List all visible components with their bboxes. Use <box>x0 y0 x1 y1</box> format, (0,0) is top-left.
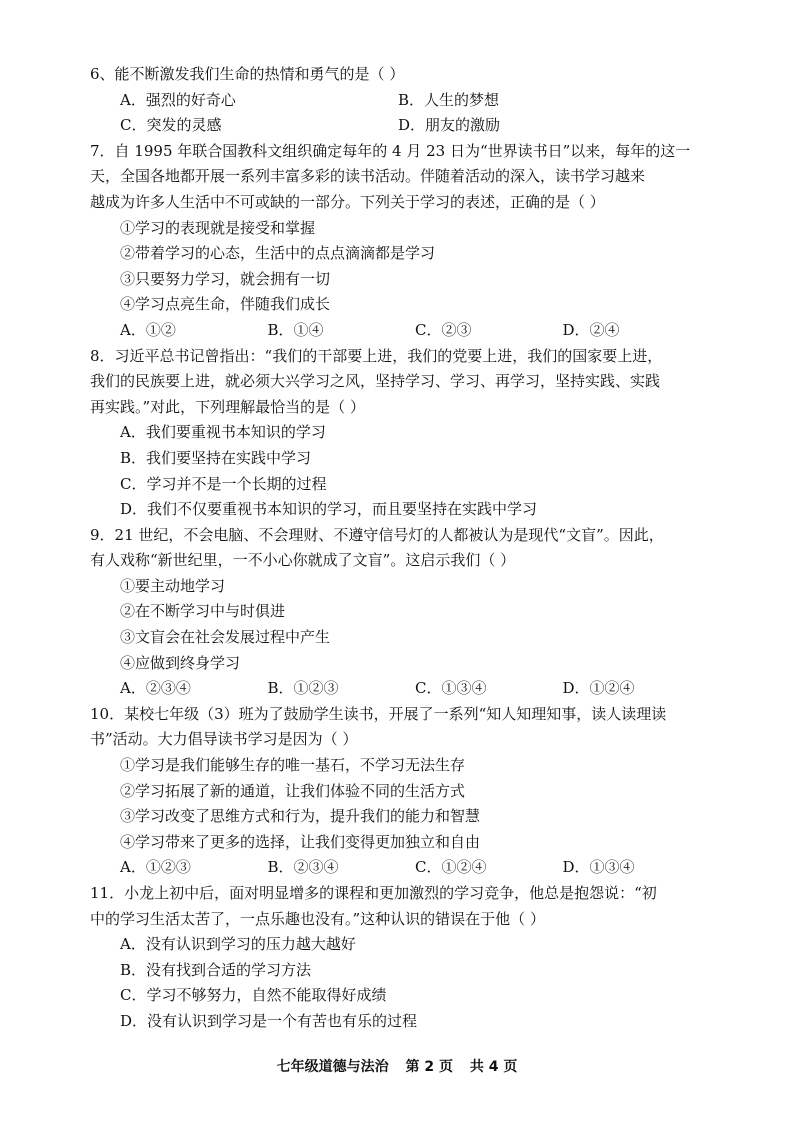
question-9 <box>90 523 710 702</box>
option-c: C．②③ <box>415 320 472 339</box>
question-7 <box>90 139 710 344</box>
option-a: A．①②③ <box>120 858 191 877</box>
statement-3: ③只要努力学习，就会拥有一切 <box>120 269 331 288</box>
question-stem-line: 11．小龙上初中后，面对明显增多的课程和更加激烈的学习竞争，他总是抱怨说：“初 <box>90 884 657 902</box>
question-stem-line: 7．自 1995 年联合国教科文组织确定每年的 4 月 23 日为“世界读书日”以来，每年的这一 <box>90 141 691 160</box>
question-6 <box>90 62 710 139</box>
option-d: D．①②④ <box>562 679 635 698</box>
option-c: C．学习并不是一个长期的过程 <box>120 474 327 493</box>
option-row <box>90 88 710 114</box>
option-d: D．没有认识到学习是一个有苦也有乐的过程 <box>120 1011 418 1030</box>
question-stem-line: 我们的民族要上进，就必须大兴学习之风，坚持学习、学习、再学习，坚持实践、实践 <box>90 372 661 391</box>
statement-1: ①要主动地学习 <box>120 576 226 595</box>
statement-2: ②带着学习的心态，生活中的点点滴滴都是学习 <box>120 244 436 263</box>
option-b: B．我们要坚持在实践中学习 <box>120 448 312 467</box>
option-b: B．①②③ <box>267 679 339 698</box>
statement-4: ④学习点亮生命，伴随我们成长 <box>120 295 331 314</box>
question-stem-line: 书”活动。大力倡导读书学习是因为（ ） <box>90 730 358 749</box>
question-8 <box>90 344 710 523</box>
option-b: B．人生的梦想 <box>398 90 500 109</box>
footer-total-pages: 共 4 页 <box>469 1059 518 1075</box>
question-stem: 6、能不断激发我们生命的热情和勇气的是（ ） <box>90 65 405 83</box>
option-c: C．学习不够努力，自然不能取得好成绩 <box>120 986 387 1005</box>
question-stem-line: 有人戏称“新世纪里，一不小心你就成了文盲”。这启示我们（ ） <box>90 551 516 570</box>
statement-3: ③学习改变了思维方式和行为，提升我们的能力和智慧 <box>120 807 481 826</box>
question-stem-line: 9．21 世纪，不会电脑、不会理财、不遵守信号灯的人都被认为是现代“文盲”。因此， <box>90 525 664 544</box>
statement-2: ②学习拓展了新的通道，让我们体验不同的生活方式 <box>120 781 466 800</box>
option-d: D．朋友的激励 <box>398 116 501 135</box>
question-stem-line: 越成为许多人生活中不可或缺的一部分。下列关于学习的表述，正确的是（ ） <box>90 192 605 211</box>
question-stem-line: 天，全国各地都开展一系列丰富多彩的读书活动。伴随着活动的深入，读书学习越来 <box>90 167 646 186</box>
statement-4: ④应做到终身学习 <box>120 653 241 672</box>
option-a: A．强烈的好奇心 <box>120 90 236 109</box>
footer-page-number: 第 2 页 <box>405 1059 453 1075</box>
question-11 <box>90 881 710 1035</box>
option-c: C．突发的灵感 <box>120 116 222 135</box>
statement-4: ④学习带来了更多的选择，让我们变得更加独立和自由 <box>120 832 481 851</box>
question-stem-line: 10．某校七年级（3）班为了鼓励学生读书，开展了一系列“知人知理知事，读人读理读 <box>90 704 667 723</box>
page-footer <box>0 1056 794 1076</box>
statement-1: ①学习的表现就是接受和掌握 <box>120 218 316 237</box>
option-c: C．①②④ <box>415 858 487 877</box>
option-row <box>90 855 710 881</box>
option-b: B．没有找到合适的学习方法 <box>120 960 312 979</box>
option-b: B．①④ <box>267 320 324 339</box>
question-list <box>90 62 710 1035</box>
footer-subject: 七年级道德与法治 <box>276 1059 389 1075</box>
option-row <box>90 676 710 702</box>
question-10 <box>90 702 710 881</box>
option-d: D．我们不仅要重视书本知识的学习，而且要坚持在实践中学习 <box>120 500 538 519</box>
statement-3: ③文盲会在社会发展过程中产生 <box>120 628 331 647</box>
statement-1: ①学习是我们能够生存的唯一基石，不学习无法生存 <box>120 756 466 775</box>
question-stem-line: 再实践。”对此，下列理解最恰当的是（ ） <box>90 397 365 416</box>
question-stem-line: 8．习近平总书记曾指出：“我们的干部要上进，我们的党要上进，我们的国家要上进， <box>90 346 663 365</box>
option-a: A．我们要重视书本知识的学习 <box>120 423 326 442</box>
option-d: D．①③④ <box>562 858 635 877</box>
option-b: B．②③④ <box>267 858 339 877</box>
option-a: A．②③④ <box>120 679 191 698</box>
option-c: C．①③④ <box>415 679 487 698</box>
statement-2: ②在不断学习中与时俱进 <box>120 602 286 621</box>
option-a: A．①② <box>120 320 176 339</box>
option-a: A．没有认识到学习的压力越大越好 <box>120 935 356 954</box>
option-row <box>90 113 710 139</box>
option-d: D．②④ <box>562 320 620 339</box>
question-stem-line: 中的学习生活太苦了，一点乐趣也没有。”这种认识的错误在于他（ ） <box>90 909 545 928</box>
option-row <box>90 318 710 344</box>
